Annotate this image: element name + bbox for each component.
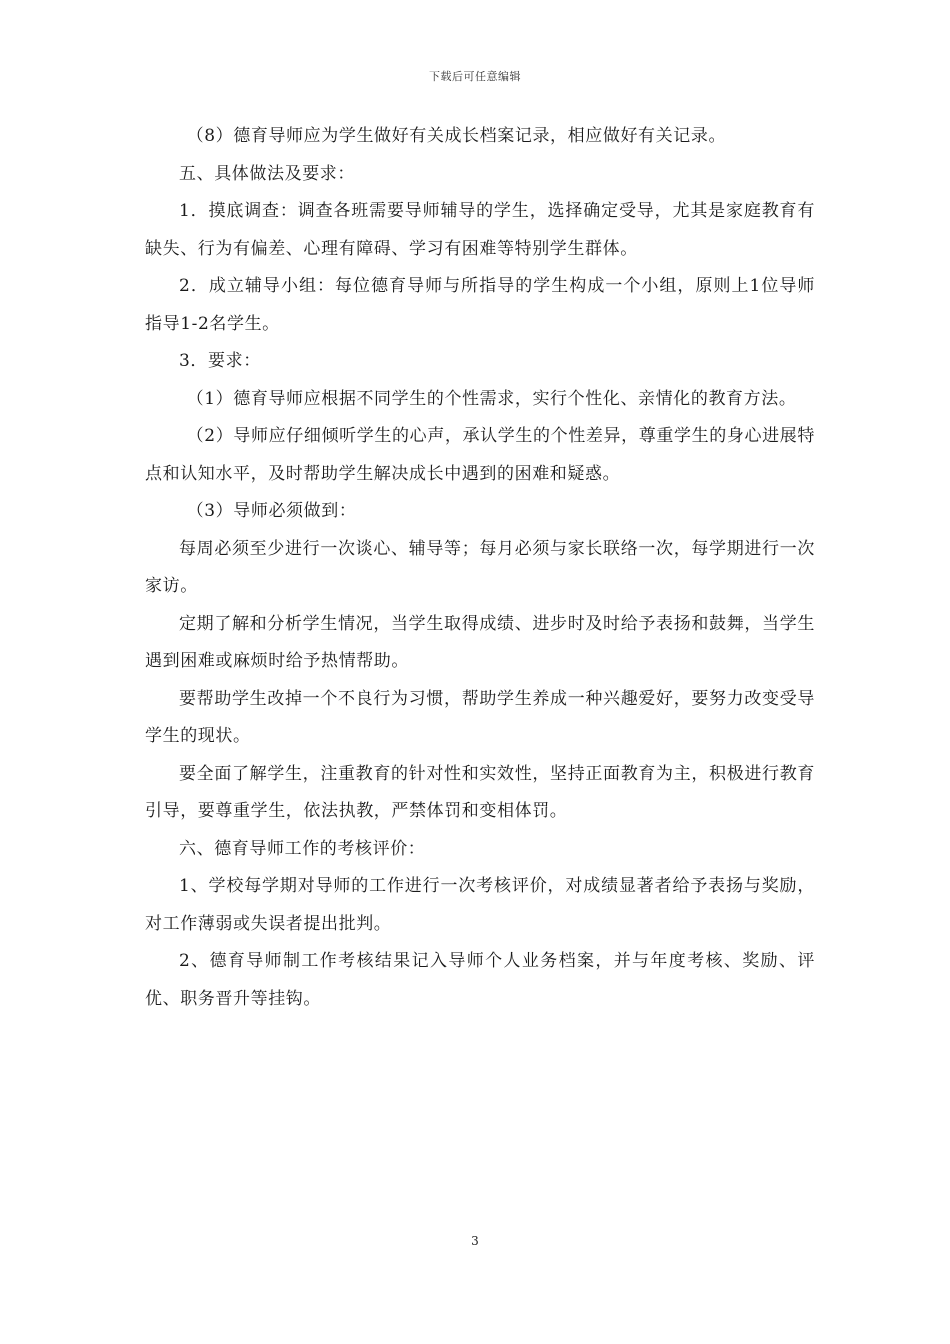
paragraph-evaluation-2: 2、德育导师制工作考核结果记入导师个人业务档案，并与年度考核、奖励、评优、职务晋升等挂钩。 <box>145 951 815 1009</box>
paragraph-groups: 2．成立辅导小组：每位德育导师与所指导的学生构成一个小组，原则上1位导师指导1-2名学生。 <box>145 276 815 334</box>
document-body <box>145 118 815 1018</box>
paragraph-requirement-3: （3）导师必须做到： <box>186 501 357 521</box>
paragraph-requirement-1: （1）德育导师应根据不同学生的个性需求，实行个性化、亲情化的教育方法。 <box>186 388 797 409</box>
paragraph-requirements: 3．要求： <box>179 351 261 371</box>
paragraph-requirement-2: （2）导师应仔细倾听学生的心声，承认学生的个性差异，尊重学生的身心进展特点和认知水平，及时帮助学生解决成长中遇到的困难和疑惑。 <box>145 426 815 484</box>
section-heading-evaluation: 六、德育导师工作的考核评价： <box>179 838 426 859</box>
paragraph-understanding: 要全面了解学生，注重教育的针对性和实效性，坚持正面教育为主，积极进行教育引导，要尊重学生，依法执教，严禁体罚和变相体罚。 <box>145 763 815 821</box>
header-note: 下载后可任意编辑 <box>429 70 521 83</box>
paragraph-weekly: 每周必须至少进行一次谈心、辅导等；每月必须与家长联络一次，每学期进行一次家访。 <box>145 538 815 596</box>
paragraph-habits: 要帮助学生改掉一个不良行为习惯，帮助学生养成一种兴趣爱好，要努力改变受导学生的现状。 <box>145 688 815 746</box>
section-heading-methods: 五、具体做法及要求： <box>179 163 355 184</box>
page-number: 3 <box>471 1234 479 1248</box>
paragraph-evaluation-1: 1、学校每学期对导师的工作进行一次考核评价，对成绩显著者给予表扬与奖励，对工作薄弱或失误者提出批判。 <box>145 876 815 934</box>
paragraph-growth-records: （8）德育导师应为学生做好有关成长档案记录，相应做好有关记录。 <box>186 126 727 146</box>
paragraph-regular: 定期了解和分析学生情况，当学生取得成绩、进步时及时给予表扬和鼓舞，当学生遇到困难或麻烦时给予热情帮助。 <box>145 613 815 671</box>
paragraph-survey: 1．摸底调查：调查各班需要导师辅导的学生，选择确定受导，尤其是家庭教育有缺失、行为有偏差、心理有障碍、学习有困难等特别学生群体。 <box>145 201 815 259</box>
